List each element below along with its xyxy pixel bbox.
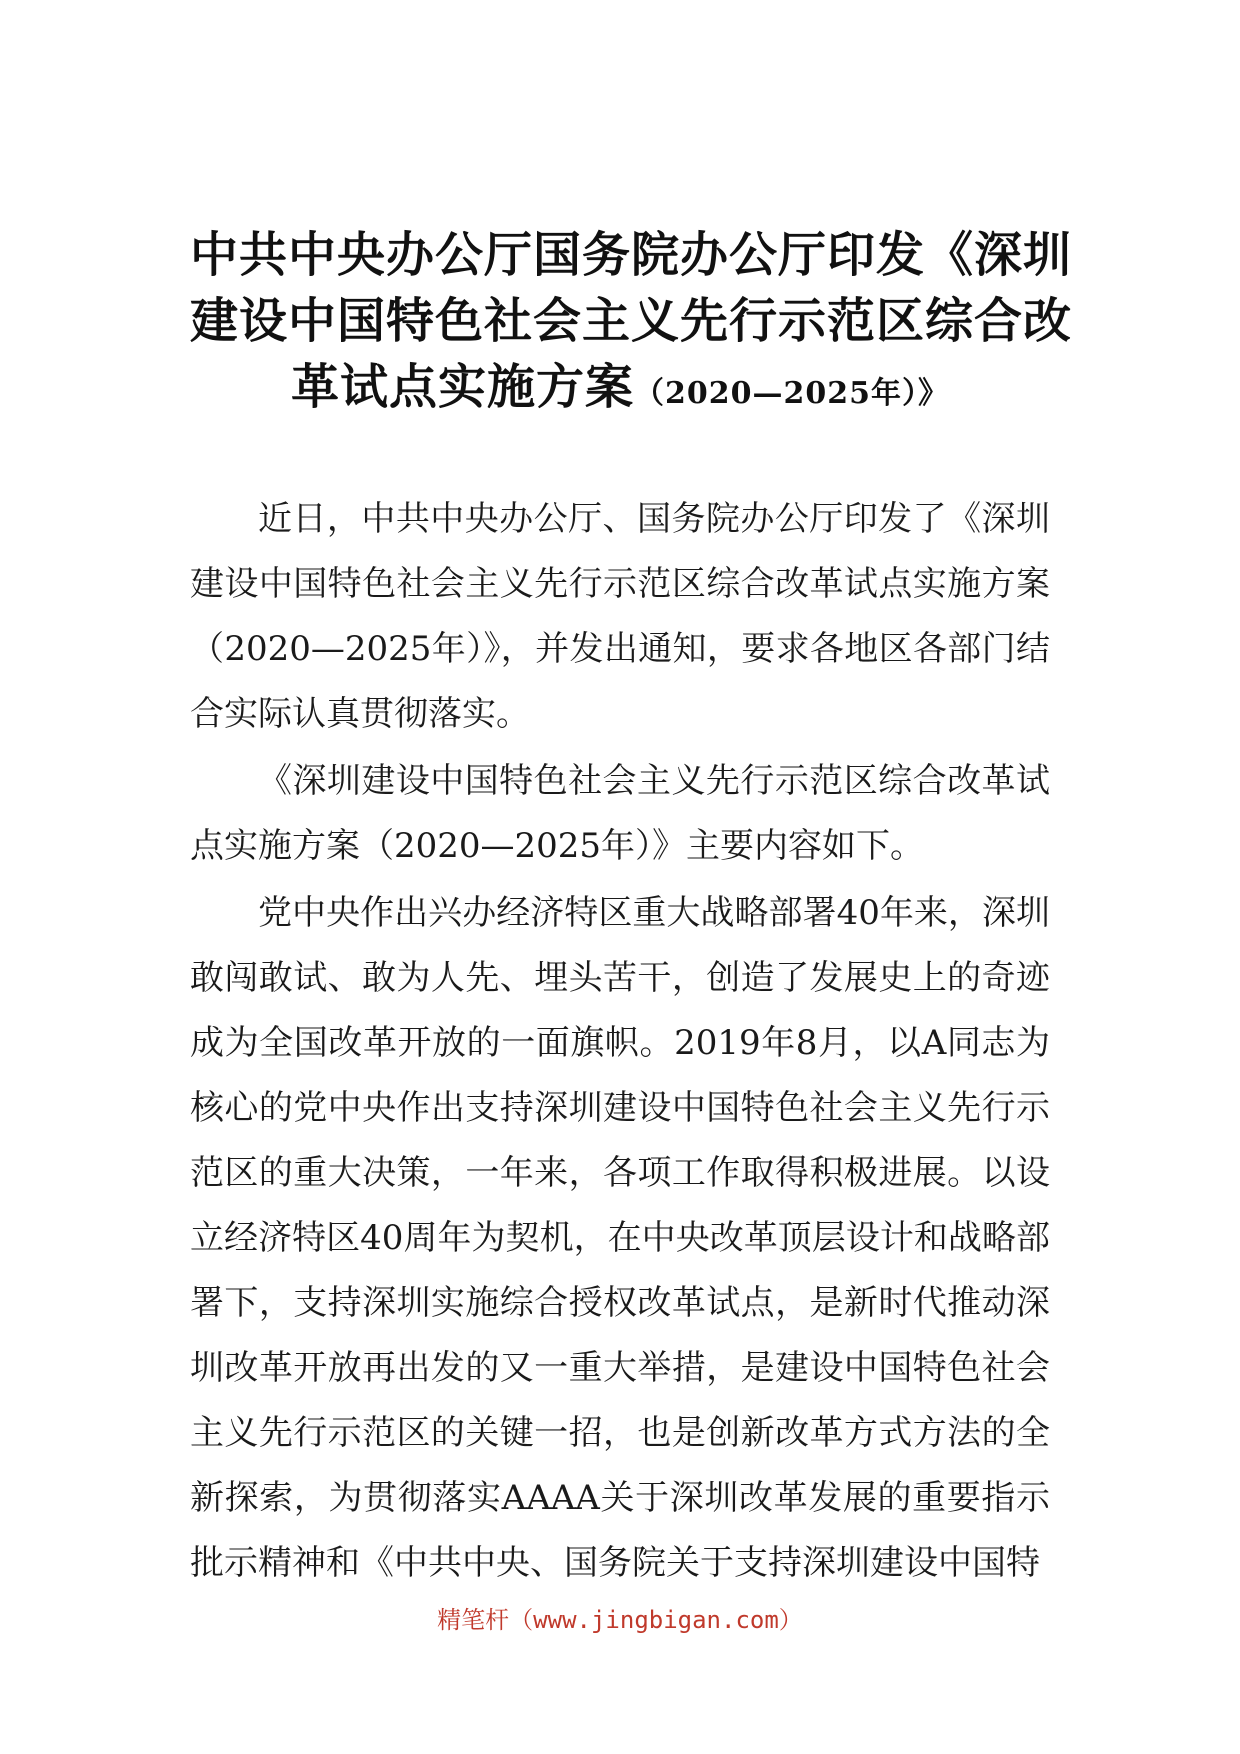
body-paragraph-2: 《深圳建设中国特色社会主义先行示范区综合改革试点实施方案（2020—2025年）》主要内容如下。 [190,761,1050,866]
body-paragraph-3: 党中央作出兴办经济特区重大战略部署40年来，深圳敢闯敢试、敢为人先、埋头苦干，创造了发展史上的奇迹成为全国改革开放的一面旗帜。2019年8月，以A同志为核心的党中央作出支持深圳建设中国特色社会主义先行示范区的重大决策，一年来，各项工作取得积极进展。以设立经济特区40周年为契机，在中央改革顶层设计和战略部署下，支持深圳实施综合授权改革试点，是新时代推动深圳改革开放再出发的又一重大举措，是建设中国特色社会主义先行示范区的关键一招，也是创新改革方式方法的全新探索，为贯彻落实AAAA关于深圳改革发展的重要指示批示精神和《中共中央、国务院关于支持深圳建设中国特 [190,893,1050,1583]
title-date-range: （2020—2025年）》 [634,376,949,411]
body-paragraph-1: 近日，中共中央办公厅、国务院办公厅印发了《深圳建设中国特色社会主义先行示范区综合改革试点实施方案（2020—2025年）》，并发出通知，要求各地区各部门结合实际认真贯彻落实。 [190,499,1050,734]
title-line-2: 建设中国特色社会主义先行示范区综合改 [190,293,1073,349]
title-line-3-main: 革试点实施方案 [290,359,634,415]
title-line-3 [190,354,1050,427]
title-line-1: 中共中央办公厅国务院办公厅印发《深圳 [190,227,1073,283]
document-body [190,487,1050,1598]
document-title [190,222,1073,427]
footer-watermark: 精笔杆（www.jingbigan.com） [437,1606,803,1634]
